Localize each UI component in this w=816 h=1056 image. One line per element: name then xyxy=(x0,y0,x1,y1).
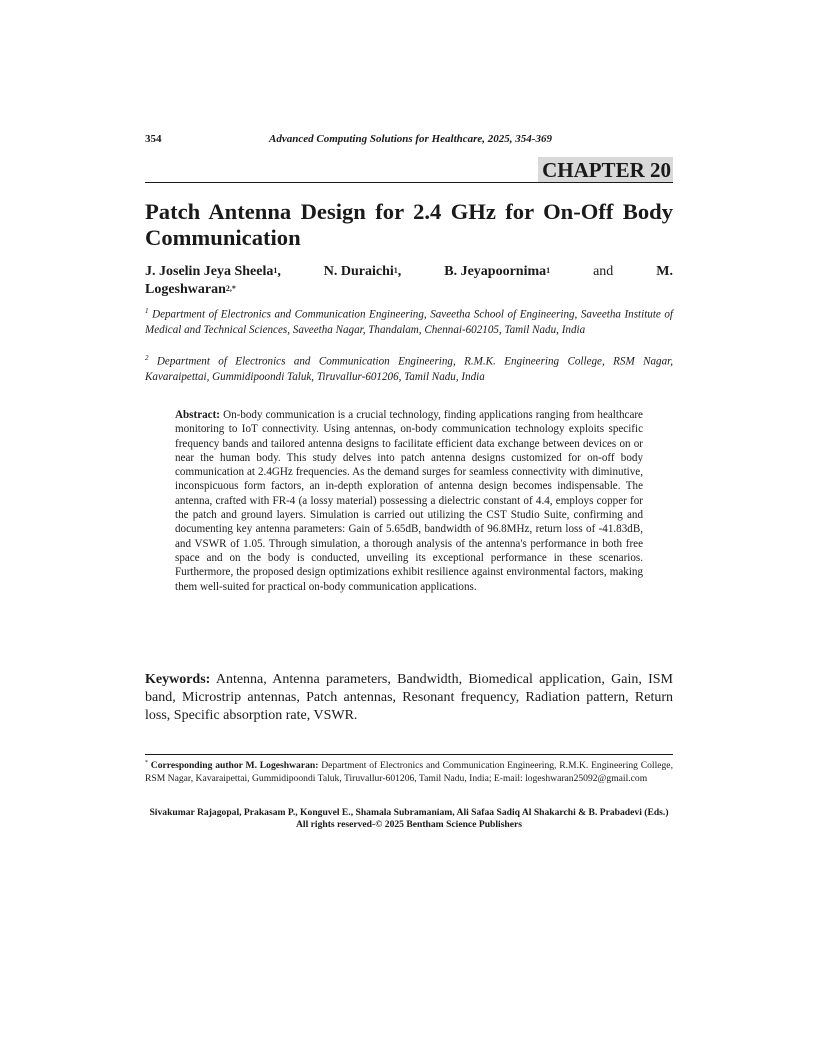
editors-credit xyxy=(145,807,673,831)
journal-reference: Advanced Computing Solutions for Healthcare, 2025, 354-369 xyxy=(269,133,552,145)
abstract xyxy=(175,408,643,594)
footnote-label: Corresponding author M. Logeshwaran: xyxy=(150,760,319,772)
chapter-divider xyxy=(145,182,673,183)
author-line xyxy=(145,281,673,299)
copyright-notice: All rights reserved-© 2025 Bentham Science Publishers xyxy=(295,819,523,830)
keywords-text: Antenna, Antenna parameters, Bandwidth, Biomedical application, Gain, ISM band, Microstrip antennas, Patch antennas, Resonant frequency, Radiation pattern, Return loss, Specific absorption rate, VSWR. xyxy=(145,672,673,723)
author: B. Jeyapoornima$^1$ xyxy=(444,264,551,279)
page-number: 354 xyxy=(145,133,162,145)
author: Logeshwaran$^{2,*}$ xyxy=(145,281,236,297)
author-conjunction: and xyxy=(593,264,614,279)
abstract-label: Abstract: xyxy=(175,409,220,421)
author-line xyxy=(145,263,673,281)
author: N. Duraichi$^1$, xyxy=(323,264,402,279)
affiliation-1: $^1$ Department of Electronics and Communication Engineering, Saveetha School of Engineering, Saveetha Institute of Medical and Technical Sciences, Saveetha Nagar, Thandalam, Chennai-602105, Tamil Nadu, India xyxy=(145,307,674,336)
editors-list: Sivakumar Rajagopal, Prakasam P., Konguvel E., Shamala Subramaniam, Ali Safaa Sadiq Al Shakarchi & B. Prabadevi (Eds.) xyxy=(149,807,669,818)
keywords xyxy=(145,671,673,725)
chapter-label: CHAPTER 20 xyxy=(538,157,673,182)
corresponding-author-footnote: * Corresponding author M. Logeshwaran: Department of Electronics and Communication Engineering, R.M.K. Engineering College, RSM Nagar, Kavaraipettai, Gummidipoondi Taluk, Tiruvallur-601206, Tamil Nadu, India; E-mail: logeshwaran25092@gmail.com xyxy=(145,760,673,784)
affiliation-2: $^2$ Department of Electronics and Communication Engineering, R.M.K. Engineering College, RSM Nagar, Kavaraipettai, Gummidipoondi Taluk, Tiruvallur-601206, Tamil Nadu, India xyxy=(145,354,674,383)
author-initial: M. xyxy=(656,264,673,279)
author: J. Joselin Jeya Sheela$^1$, xyxy=(145,264,281,279)
keywords-label: Keywords: xyxy=(145,672,211,687)
abstract-text: On-body communication is a crucial technology, finding applications ranging from healthcare monitoring to IoT connectivity. Using antennas, on-body communication technology exploits specific frequency bands and tailored antenna designs to facilitate efficient data exchange between devices on or near the human body. This study delves into patch antenna designs customized for on-off body communication at 2.4GHz frequencies. As the demand surges for seamless connectivity with diminutive, inconspicuous form factors, an in-depth exploration of antenna design becomes indispensable. The antenna, crafted with FR-4 (a lossy material) possessing a dielectric constant of 4.4, employs copper for the patch and ground layers. Simulation is carried out utilizing the CST Studio Suite, confirming and documenting key antenna parameters: Gain of 5.65dB, bandwidth of 96.8MHz, return loss of -41.83dB, and VSWR of 1.05. Through simulation, a thorough analysis of the antenna's performance in both free space and on the body is conducted, unveiling its exceptional performance in these scenarios. Furthermore, the proposed design optimizations exhibit resilience against environmental factors, making them well-suited for practical on-body communication applications. xyxy=(175,409,643,593)
paper-title: Patch Antenna Design for 2.4 GHz for On-Off Body Communication xyxy=(145,199,673,250)
footnote-text: Department of Electronics and Communication Engineering, R.M.K. Engineering College, RSM Nagar, Kavaraipettai, Gummidipoondi Taluk, Tiruvallur-601206, Tamil Nadu, India; E-mail: logeshwaran25092@gmail.com xyxy=(145,760,673,784)
author-list xyxy=(145,263,673,298)
footnote-divider xyxy=(145,754,673,755)
